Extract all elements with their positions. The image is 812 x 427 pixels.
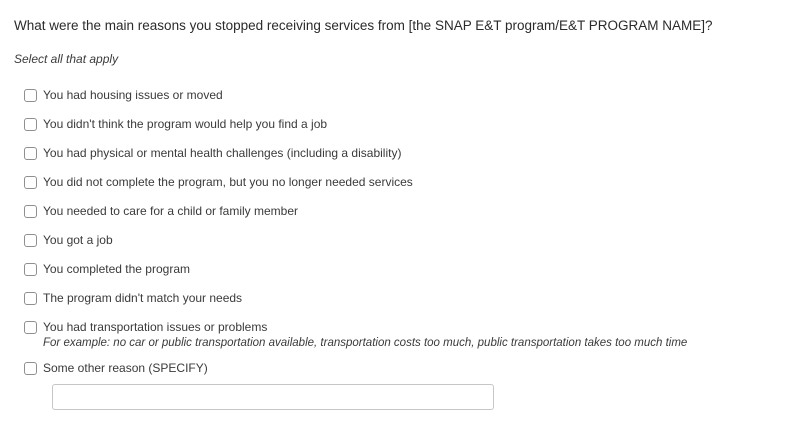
checkbox-option: [24, 261, 798, 278]
checkbox-option: [24, 232, 798, 249]
checkbox-option-row[interactable]: [24, 319, 798, 336]
checkbox-option: [24, 290, 798, 307]
checkbox-option-row[interactable]: [24, 87, 798, 104]
option-example-note: For example: no car or public transportation available, transportation costs too much, public transportation takes too much time: [43, 337, 688, 349]
option-label: You had housing issues or moved: [43, 88, 223, 102]
checkbox[interactable]: [24, 89, 37, 102]
checkbox[interactable]: [24, 321, 37, 334]
option-label: Some other reason (SPECIFY): [43, 361, 208, 375]
checkbox-option-row[interactable]: [24, 232, 798, 249]
checkbox[interactable]: [24, 292, 37, 305]
checkbox[interactable]: [24, 176, 37, 189]
checkbox-option: [24, 203, 798, 220]
checkbox[interactable]: [24, 118, 37, 131]
checkbox-option: [24, 145, 798, 162]
option-label: You had physical or mental health challenges (including a disability): [43, 146, 402, 160]
checkbox-option: [24, 319, 798, 350]
checkbox-option-row[interactable]: [24, 290, 798, 307]
option-label: You didn't think the program would help you find a job: [43, 117, 328, 131]
checkbox-option-list: [14, 87, 798, 410]
checkbox[interactable]: [24, 147, 37, 160]
checkbox-option: [24, 174, 798, 191]
checkbox[interactable]: [24, 205, 37, 218]
option-label: You needed to care for a child or family member: [43, 204, 299, 218]
checkbox[interactable]: [24, 234, 37, 247]
question-instruction: Select all that apply: [14, 52, 119, 66]
option-label: You had transportation issues or problems: [43, 320, 268, 334]
other-specify-input[interactable]: [52, 384, 494, 410]
checkbox-option: [24, 87, 798, 104]
question-title: What were the main reasons you stopped receiving services from [the SNAP E&T program/E&T PROGRAM NAME]?: [14, 18, 713, 33]
checkbox-option: [24, 116, 798, 133]
checkbox-option-row[interactable]: [24, 261, 798, 278]
checkbox-option-row[interactable]: [24, 174, 798, 191]
option-label: The program didn't match your needs: [43, 291, 243, 305]
option-label: You completed the program: [43, 262, 190, 276]
checkbox[interactable]: [24, 362, 37, 375]
checkbox-option-row[interactable]: [24, 145, 798, 162]
checkbox[interactable]: [24, 263, 37, 276]
checkbox-option: [24, 360, 798, 410]
checkbox-option-row[interactable]: [24, 360, 798, 377]
option-label: You got a job: [43, 233, 113, 247]
checkbox-option-row[interactable]: [24, 203, 798, 220]
option-label: You did not complete the program, but you no longer needed services: [43, 175, 413, 189]
checkbox-option-row[interactable]: [24, 116, 798, 133]
